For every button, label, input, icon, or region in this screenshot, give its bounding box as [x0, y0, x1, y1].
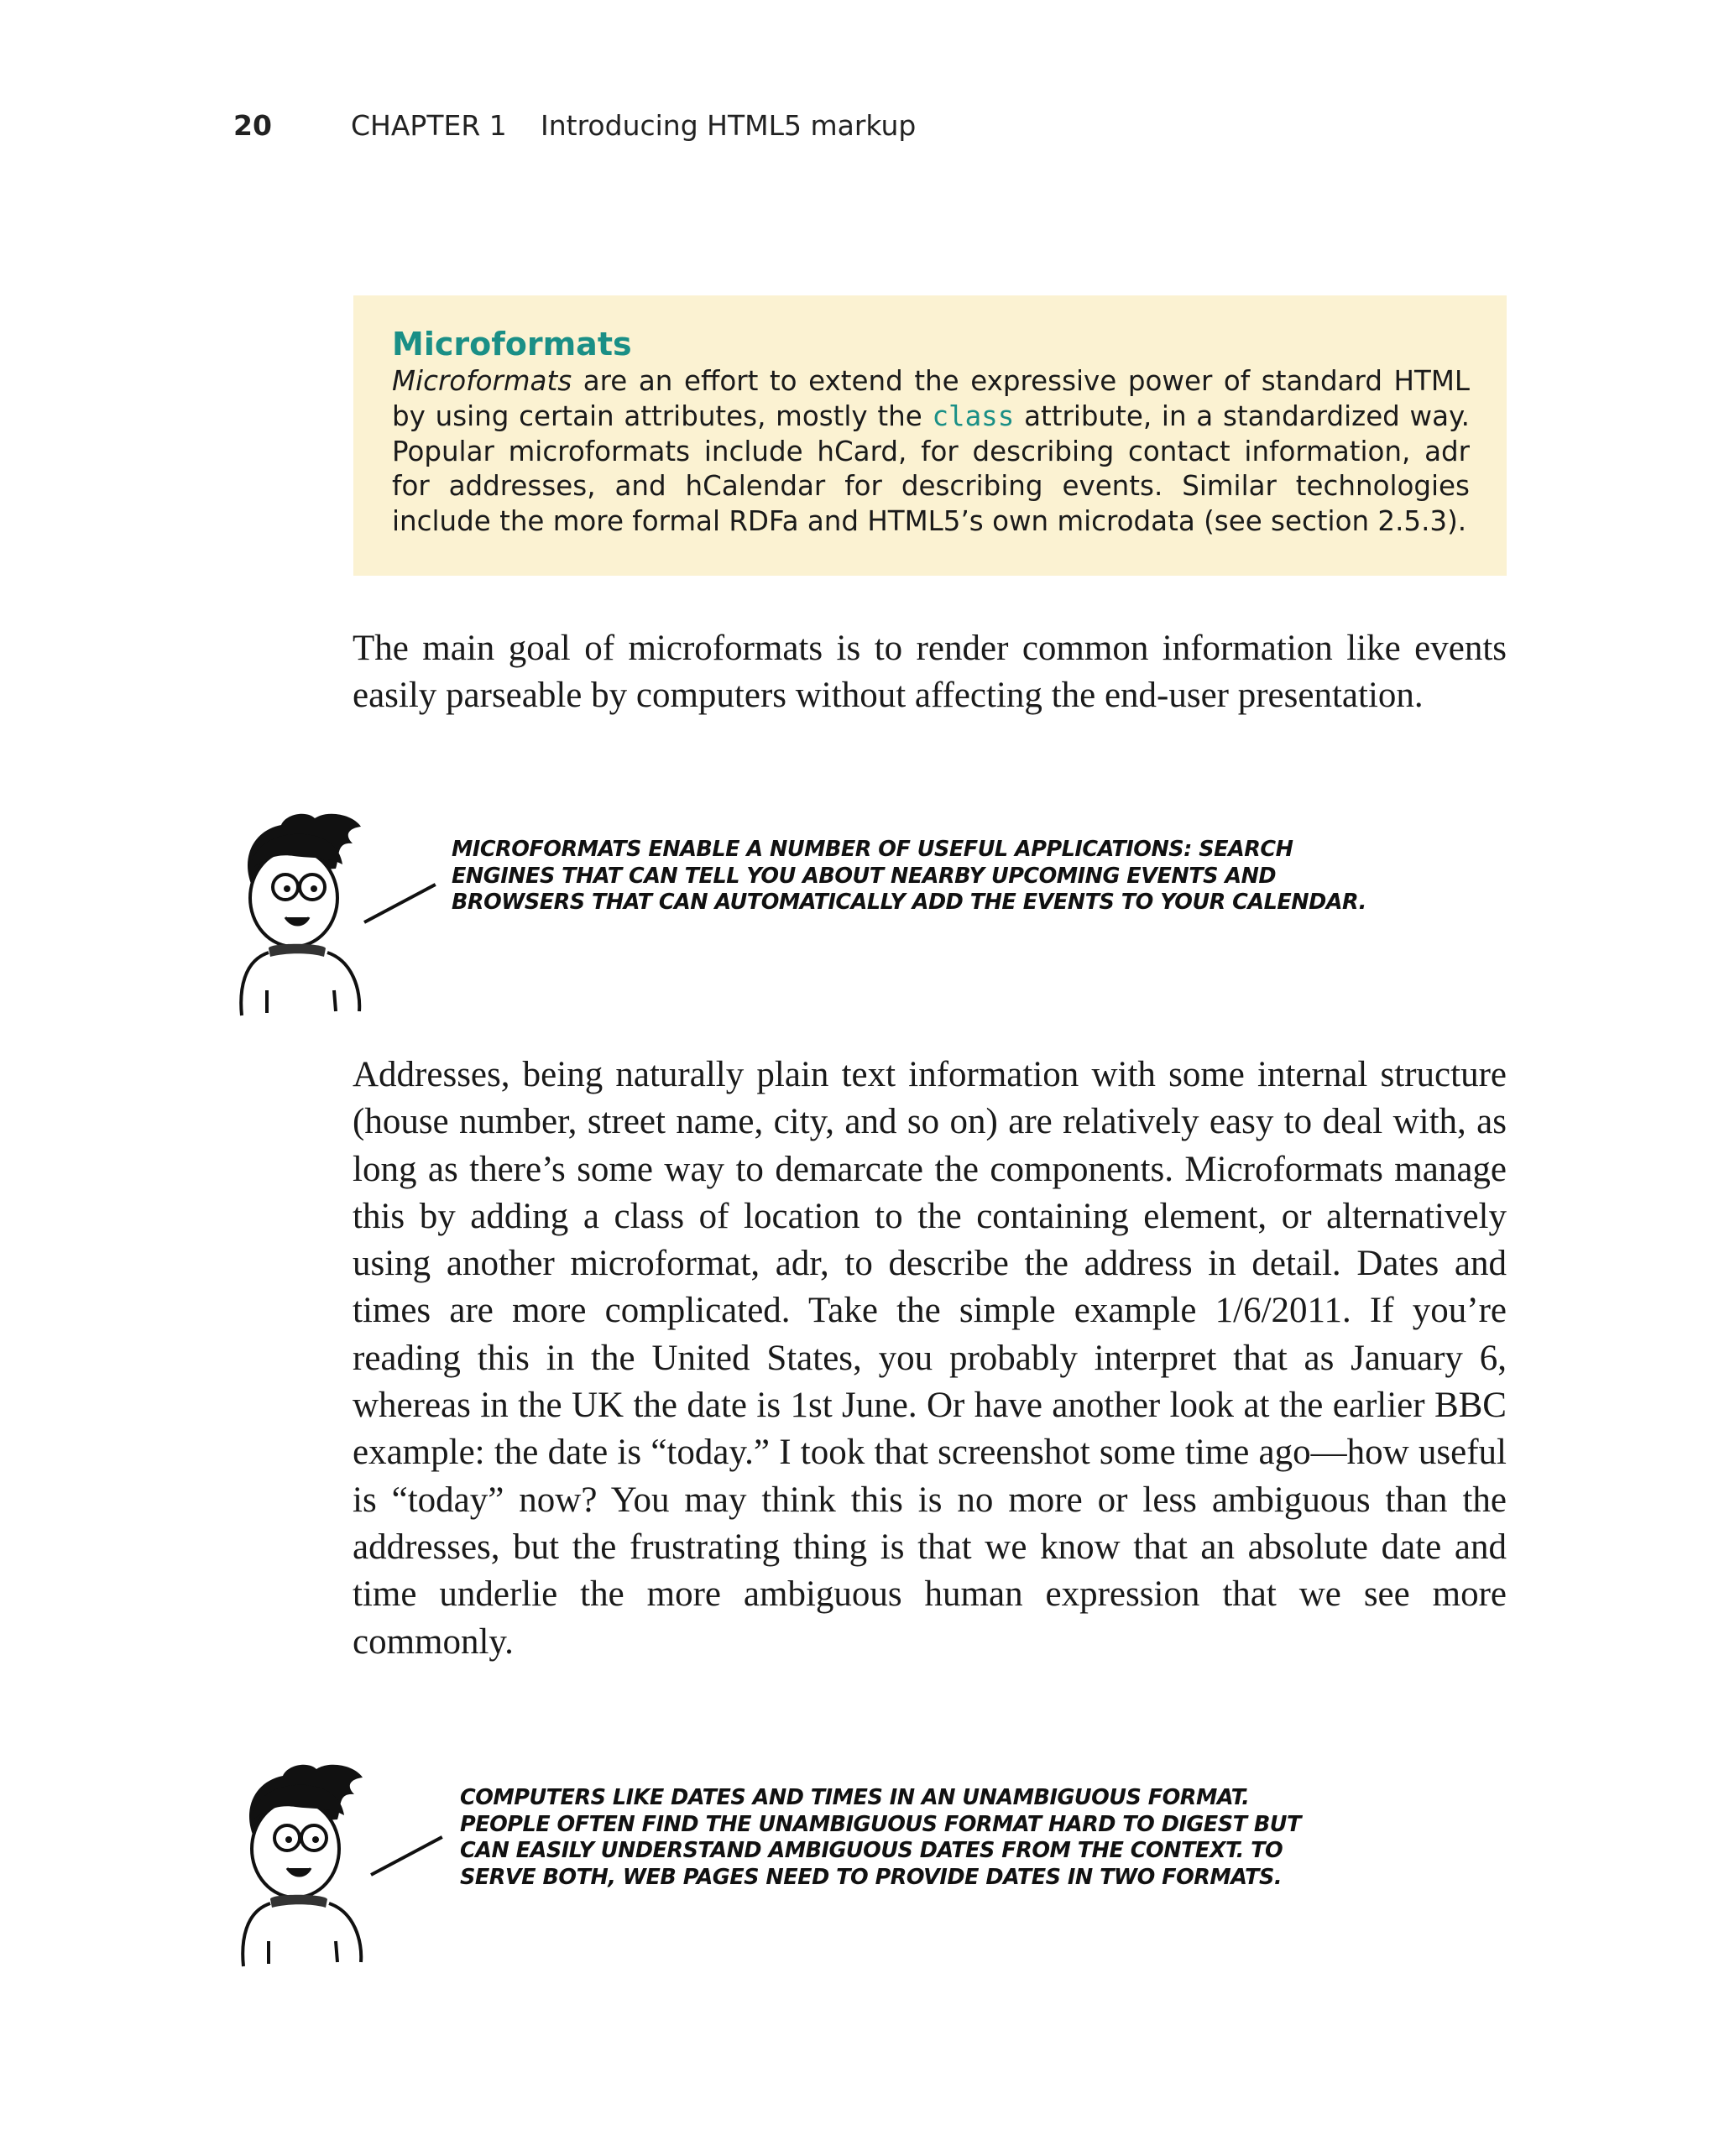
callout-2-line-4: SERVE BOTH, WEB PAGES NEED TO PROVIDE DATES IN TWO FORMATS. [460, 1865, 1283, 1891]
chapter-title: Introducing HTML5 markup [541, 109, 917, 142]
speech-line-2 [370, 1835, 443, 1877]
body-paragraph-1: The main goal of microformats is to render common information like events easily parseable by computers without affecting the end-user presentation. [353, 629, 1507, 716]
page-number: 20 [233, 109, 272, 142]
callout-2-line-3: CAN EASILY UNDERSTAND AMBIGUOUS DATES FROM THE CONTEXT. TO [460, 1838, 1283, 1864]
running-head [233, 109, 916, 148]
body-paragraph-2: Addresses, being naturally plain text information with some internal structure (house number, street name, city, and so on) are relatively easy to deal with, as long as there’s some way to demarcate the components. Microformats manage this by adding a class of location to the containing element, or alternatively using another microformat, adr, to describe the address in detail. Dates and times are more complicated. Take the simple example 1/6/2011. If you’re reading this in the United States, you probably interpret that as January 6, whereas in the UK the date is 1st June. Or have another look at the earlier BBC example: the date is “today.” I took that screenshot some time ago—how useful is “today” now? You may think this is no more or less ambiguous than the addresses, but the frustrating thing is that we know that an absolute date and time underlie the more ambiguous human expression that we see more commonly. [353, 1055, 1507, 1662]
microformats-sidebar [353, 295, 1507, 576]
callout-caption-1 [452, 837, 1375, 916]
sidebar-title: Microformats [392, 326, 632, 363]
callout-2-line-2: PEOPLE OFTEN FIND THE UNAMBIGUOUS FORMAT HARD TO DIGEST BUT [460, 1811, 1301, 1837]
sidebar-body-part2: attribute, in a standardized way. Popular microformats include hCard, for describing contact information, adr for addresses, and hCalendar for describing events. Similar technologies include the more formal RDFa and HTML5’s own microdata (see section 2.5.3). [392, 399, 1470, 538]
callout-2-line-1: COMPUTERS LIKE DATES AND TIMES IN AN UNAMBIGUOUS FORMAT. [460, 1785, 1250, 1810]
speech-line-1 [363, 883, 436, 924]
callout-caption-2 [460, 1785, 1383, 1892]
sidebar-term: Microformats [392, 365, 572, 397]
cartoon-character-icon [237, 1761, 371, 1971]
callout-1-line-3: BROWSERS THAT CAN AUTOMATICALLY ADD THE EVENTS TO YOUR CALENDAR. [452, 890, 1366, 916]
callout-1-line-1: MICROFORMATS ENABLE A NUMBER OF USEFUL APPLICATIONS: SEARCH [452, 837, 1293, 862]
sidebar-body [392, 364, 1470, 540]
chapter-label: CHAPTER 1 [351, 109, 507, 142]
sidebar-body-part1: are an effort to extend the expressive power of standard HTML by using certain attributes, mostly the [392, 365, 1470, 432]
sidebar-code-class: class [932, 399, 1015, 432]
callout-1-line-2: ENGINES THAT CAN TELL YOU ABOUT NEARBY UPCOMING EVENTS AND [452, 863, 1277, 889]
cartoon-character-icon [235, 810, 369, 1020]
